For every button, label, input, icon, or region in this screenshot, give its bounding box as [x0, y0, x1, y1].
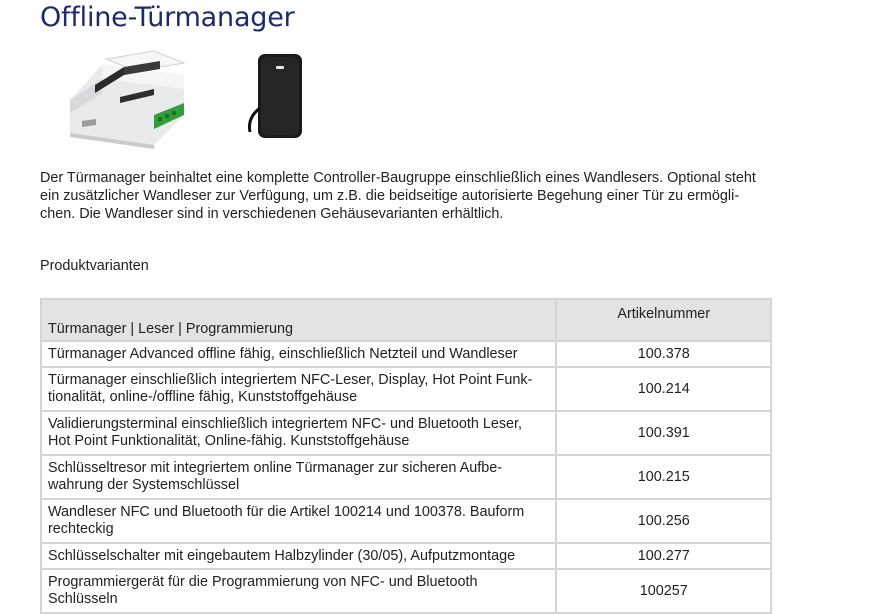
- description-line: ein zusätzlicher Wandleser zur Verfügung, um z.B. die beidseitige autorisierte Begehung einer Tür zu ermögli-: [40, 188, 740, 204]
- article-number: 100.214: [556, 367, 771, 411]
- variant-description-line: Schlüsseln: [48, 591, 118, 607]
- controller-module-image: [62, 45, 192, 150]
- variant-description-line: Hot Point Funktionalität, Online-fähig. Kunststoffgehäuse: [48, 433, 410, 449]
- table-row: [41, 341, 771, 367]
- table-row: [41, 455, 771, 499]
- table-row: [41, 367, 771, 411]
- variant-description-line: Schlüsseltresor mit integriertem online Türmanager zur sicheren Aufbe-: [48, 460, 503, 476]
- variant-description-line: rechteckig: [48, 521, 114, 537]
- variant-description-line: wahrung der Systemschlüssel: [48, 477, 240, 493]
- article-number: 100.256: [556, 499, 771, 543]
- article-number: 100257: [556, 569, 771, 613]
- variant-description-line: Schlüsselschalter mit eingebautem Halbzylinder (30/05), Aufputzmontage: [48, 547, 516, 564]
- column-header-description: Türmanager | Leser | Programmierung: [41, 299, 556, 341]
- variant-description-line: tionalität, online-/offline fähig, Kunststoffgehäuse: [48, 389, 358, 405]
- variant-description: [41, 569, 556, 613]
- product-variants-table: [40, 298, 772, 614]
- variant-description: [41, 341, 556, 367]
- variant-description: [41, 367, 556, 411]
- table-header-row: [41, 299, 771, 341]
- variant-description: [41, 411, 556, 455]
- table-row: [41, 499, 771, 543]
- description-line: Der Türmanager beinhaltet eine komplette Controller-Baugruppe einschließlich eines Wandlesers. Optional steht: [40, 170, 756, 186]
- variant-description-line: Türmanager Advanced offline fähig, einschließlich Netzteil und Wandleser: [48, 345, 518, 362]
- product-description: [40, 169, 800, 223]
- variant-description-line: Türmanager einschließlich integriertem NFC-Leser, Display, Hot Point Funk-: [48, 372, 533, 388]
- variant-description-line: Wandleser NFC und Bluetooth für die Artikel 100214 und 100378. Bauform: [48, 504, 525, 520]
- variant-description: [41, 543, 556, 569]
- article-number: 100.378: [556, 341, 771, 367]
- variant-description: [41, 455, 556, 499]
- table-row: [41, 411, 771, 455]
- table-row: [41, 569, 771, 613]
- variant-description-line: Validierungsterminal einschließlich integriertem NFC- und Bluetooth Leser,: [48, 416, 523, 432]
- description-line: chen. Die Wandleser sind in verschiedenen Gehäusevarianten erhältlich.: [40, 206, 504, 222]
- article-number: 100.277: [556, 543, 771, 569]
- page-title: Offline-Türmanager: [40, 2, 295, 33]
- article-number: 100.215: [556, 455, 771, 499]
- variant-description: [41, 499, 556, 543]
- section-heading: Produktvarianten: [40, 258, 149, 274]
- column-header-article: Artikelnummer: [556, 299, 771, 341]
- variant-description-line: Programmiergerät für die Programmierung von NFC- und Bluetooth: [48, 574, 478, 590]
- wall-reader-image: [238, 52, 308, 142]
- article-number: 100.391: [556, 411, 771, 455]
- table-row: [41, 543, 771, 569]
